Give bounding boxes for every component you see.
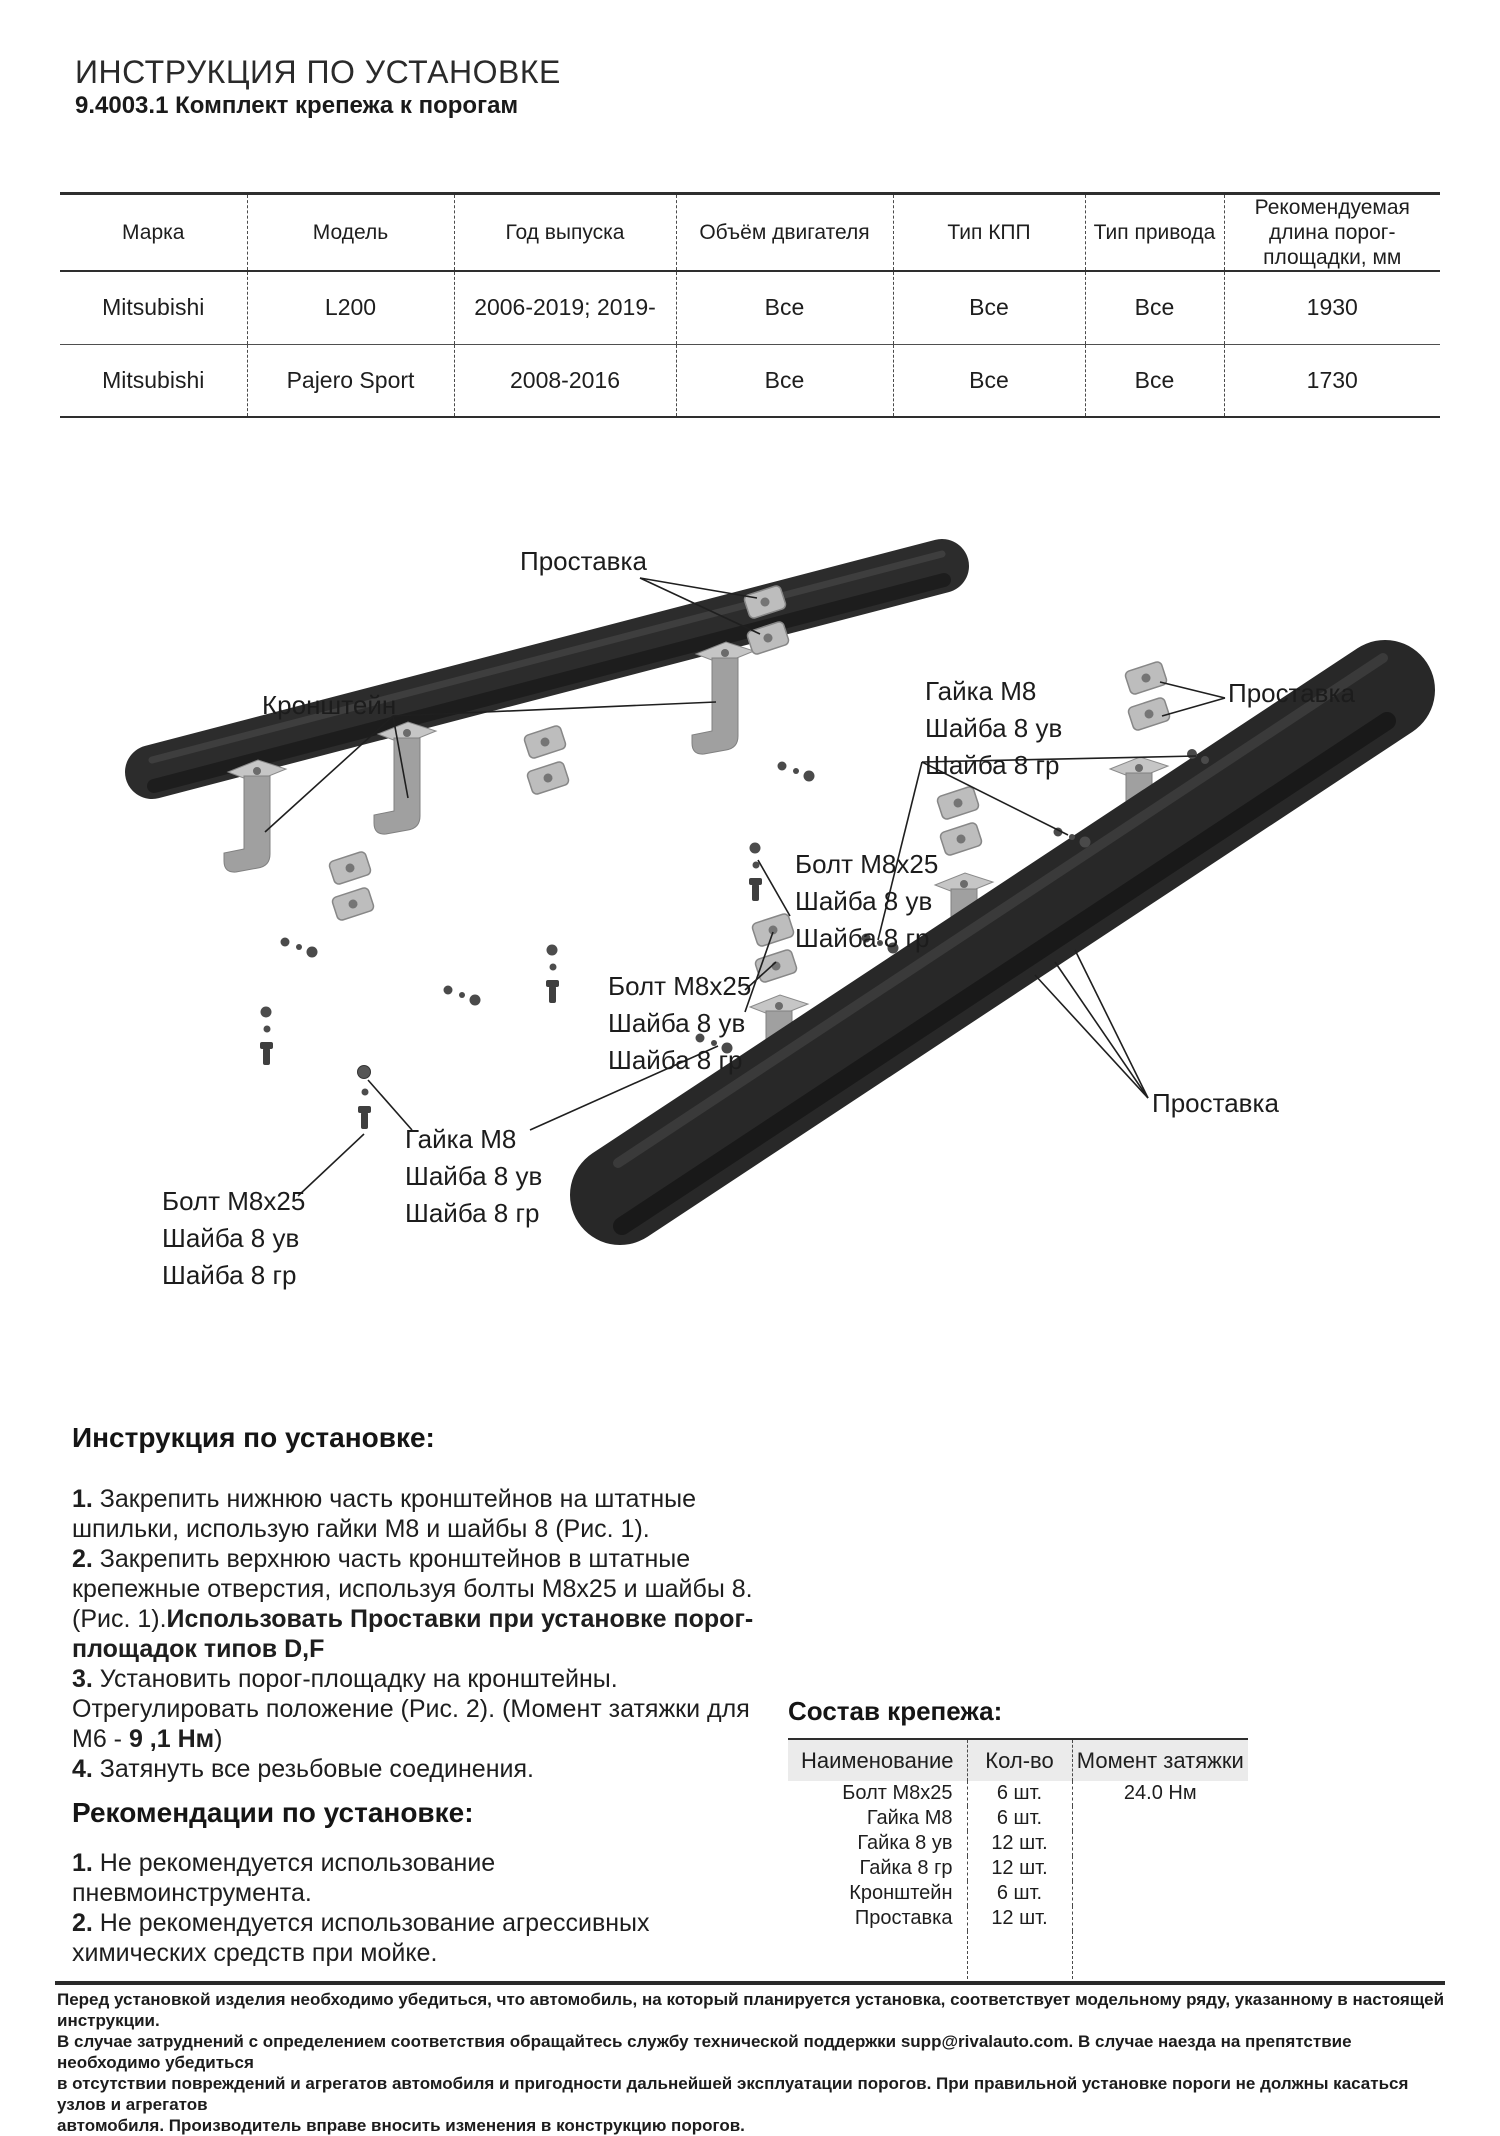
label-spacer-top: Проставка xyxy=(520,546,647,576)
label-bolt-group-mid2-1: Болт М8х25 xyxy=(608,971,752,1001)
fitment-column-header: Марка xyxy=(122,221,185,244)
fitment-table xyxy=(60,192,1440,418)
label-nut-group-right-1: Гайка М8 xyxy=(925,676,1037,706)
label-bolt-group-mid2-3: Шайба 8 гр xyxy=(608,1045,743,1075)
parts-cell: 24.0 Нм xyxy=(1072,1781,1248,1806)
nut-washer-set-icon xyxy=(281,938,318,958)
parts-heading: Состав крепежа: xyxy=(788,1696,1003,1726)
label-bolt-group-bottom-1: Болт М8х25 xyxy=(162,1186,306,1216)
recommend-heading: Рекомендации по установке: xyxy=(72,1797,474,1828)
fitment-cell: Все xyxy=(676,344,893,417)
parts-cell: Гайка 8 ув xyxy=(857,1832,953,1854)
fitment-column-header: Год выпуска xyxy=(454,194,676,272)
fitment-cell: Все xyxy=(893,344,1085,417)
parts-column-header: Момент затяжки xyxy=(1072,1739,1248,1781)
label-nut-group-bottom-1: Гайка М8 xyxy=(405,1124,517,1154)
spacer-icon xyxy=(331,887,375,922)
paragraph: 3. Установить порог-площадку на кронштейны. Отрегулировать положение (Рис. 2). (Момент затяжки для М6 - 9 ,1 Нм) xyxy=(72,1665,750,1753)
parts-cell xyxy=(1072,1881,1248,1906)
parts-cell: Проставка xyxy=(854,1907,953,1929)
footer-divider xyxy=(55,1981,1445,1985)
fitment-cell: Pajero Sport xyxy=(247,344,454,417)
label-nut-group-right-3: Шайба 8 гр xyxy=(925,750,1060,780)
fitment-header-row xyxy=(60,194,1440,272)
spacer-icon xyxy=(751,913,795,948)
spacer-icon xyxy=(1127,697,1171,732)
parts-cell: 6 шт. xyxy=(967,1781,1072,1806)
parts-row xyxy=(788,1781,1248,1806)
parts-cell: Кронштейн xyxy=(849,1882,953,1904)
bracket-icon xyxy=(692,642,754,754)
label-bolt-group-bottom-2: Шайба 8 ув xyxy=(162,1223,300,1253)
document-title: ИНСТРУКЦИЯ ПО УСТАНОВКЕ xyxy=(75,54,561,90)
fitment-column-header: Модель xyxy=(247,194,454,272)
nut-washer-set-icon xyxy=(778,762,815,782)
parts-cell: Болт М8х25 xyxy=(842,1782,953,1804)
label-bracket: Кронштейн xyxy=(262,690,397,720)
spacer-icon xyxy=(1124,661,1168,696)
parts-row xyxy=(788,1856,1248,1881)
fitment-column-header: Объём двигателя xyxy=(676,194,893,272)
parts-cell: 12 шт. xyxy=(967,1831,1072,1856)
parts-row xyxy=(788,1831,1248,1856)
parts-row xyxy=(788,1881,1248,1906)
label-bolt-group-bottom-3: Шайба 8 гр xyxy=(162,1260,297,1290)
parts-row xyxy=(788,1906,1248,1931)
parts-column-header: Наименование xyxy=(788,1739,967,1781)
label-nut-group-right-2: Шайба 8 ув xyxy=(925,713,1063,743)
fitment-cell: 2008-2016 xyxy=(454,344,676,417)
parts-table xyxy=(788,1738,1248,1979)
parts-header-row xyxy=(788,1739,1248,1781)
parts-cell: 12 шт. xyxy=(967,1856,1072,1881)
fitment-column-header: Тип привода xyxy=(1085,194,1224,272)
spacer-icon xyxy=(328,851,372,886)
parts-cell: Гайка М8 xyxy=(866,1807,953,1829)
paragraph: 4. Затянуть все резьбовые соединения. xyxy=(72,1755,534,1783)
parts-cell: 6 шт. xyxy=(967,1806,1072,1831)
label-nut-group-bottom-2: Шайба 8 ув xyxy=(405,1161,543,1191)
fitment-row xyxy=(60,344,1440,417)
nut-bolt-stack-icon xyxy=(358,1066,372,1130)
label-bolt-group-mid-3: Шайба 8 гр xyxy=(795,923,930,953)
fitment-cell: L200 xyxy=(247,271,454,344)
parts-cell: 6 шт. xyxy=(967,1881,1072,1906)
fitment-cell: Mitsubishi xyxy=(102,294,205,321)
fitment-cell: 2006-2019; 2019- xyxy=(454,271,676,344)
fitment-cell: Mitsubishi xyxy=(102,366,205,393)
parts-cell xyxy=(1072,1856,1248,1881)
parts-cell: Гайка 8 гр xyxy=(859,1857,953,1879)
fitment-cell: Все xyxy=(676,271,893,344)
fitment-column-header: Тип КПП xyxy=(893,194,1085,272)
spacer-icon xyxy=(526,761,570,796)
parts-filler-row xyxy=(788,1931,1248,1979)
parts-cell xyxy=(1072,1906,1248,1931)
label-nut-group-bottom-3: Шайба 8 гр xyxy=(405,1198,540,1228)
spacer-icon xyxy=(936,786,980,821)
label-spacer-bottom: Проставка xyxy=(1152,1088,1279,1118)
spacer-icon xyxy=(523,725,567,760)
paragraph: 2. Закрепить верхнюю часть кронштейнов в штатные крепежные отверстия, используя болты М8х25 и шайбы 8. (Рис. 1).Использовать Проставки при установке порог- площадок типов D,F xyxy=(72,1545,754,1663)
fitment-cell: 1930 xyxy=(1224,271,1440,344)
fitment-row xyxy=(60,271,1440,344)
parts-cell xyxy=(1072,1831,1248,1856)
paragraph: 1. Не рекомендуется использование пневмоинструмента. xyxy=(72,1849,496,1907)
recommend-items xyxy=(72,1848,762,1968)
document-subtitle: 9.4003.1 Комплект крепежа к порогам xyxy=(75,92,519,119)
assembly-exploded-diagram xyxy=(0,500,1500,1360)
footer-fine-print: Перед установкой изделия необходимо убедиться, что автомобиль, на который планируется установка, соответствует модельному ряду, указанному в настоящей инструкции. В случае затруднений с определением соответствия обращайтесь службу технической поддержки supp@rivalauto.com. В случае наезда на препятствие необходимо убедиться в отсутствии повреждений и агрегатов автомобиля и пригодности дальнейшей эксплуатации порогов. При правильной установке пороги не должны касаться узлов и агрегатов автомобиля. Производитель вправе вносить изменения в конструкцию порогов. xyxy=(57,1990,1445,2135)
bolt-washers-icon xyxy=(546,945,559,1004)
parts-column-header: Кол-во xyxy=(967,1739,1072,1781)
parts-row xyxy=(788,1806,1248,1831)
label-spacer-right: Проставка xyxy=(1228,678,1355,708)
label-bolt-group-mid-1: Болт М8х25 xyxy=(795,849,939,879)
install-steps xyxy=(72,1484,762,1784)
nut-washer-set-icon xyxy=(444,986,481,1006)
fitment-column-header: Рекомендуемая длина порог-площадки, мм xyxy=(1224,194,1440,272)
paragraph: 1. Закрепить нижнюю часть кронштейнов на штатные шпильки, использую гайки М8 и шайбы 8 (Рис. 1). xyxy=(72,1485,697,1543)
fitment-cell: Все xyxy=(893,271,1085,344)
bolt-washers-icon xyxy=(749,843,762,902)
fitment-cell: 1730 xyxy=(1224,344,1440,417)
parts-cell: 12 шт. xyxy=(967,1906,1072,1931)
fitment-cell: Все xyxy=(1085,271,1224,344)
label-bolt-group-mid-2: Шайба 8 ув xyxy=(795,886,933,916)
fitment-cell: Все xyxy=(1085,344,1224,417)
label-bolt-group-mid2-2: Шайба 8 ув xyxy=(608,1008,746,1038)
install-heading: Инструкция по установке: xyxy=(72,1422,435,1453)
paragraph: 2. Не рекомендуется использование агрессивных химических средств при мойке. xyxy=(72,1909,650,1967)
bolt-washers-icon xyxy=(260,1007,273,1066)
spacer-icon xyxy=(939,822,983,857)
parts-cell xyxy=(1072,1806,1248,1831)
